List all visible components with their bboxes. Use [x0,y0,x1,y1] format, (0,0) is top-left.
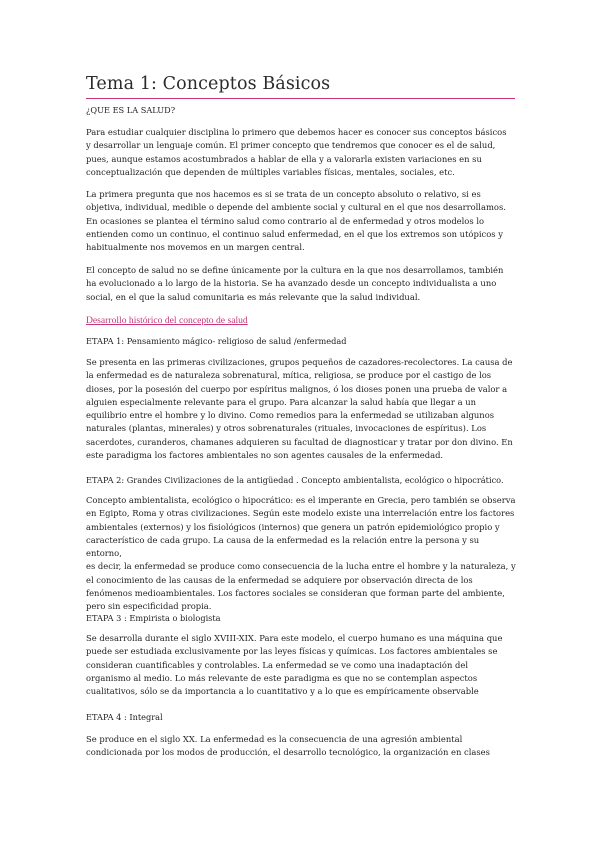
etapa-4-title: ETAPA 4 : Integral [86,712,163,722]
paragraph-1: Para estudiar cualquier disciplina lo primero que debemos hacer es conocer sus conceptos básicos y desarrollar un lenguaje común. El primer concepto que tendremos que conocer es el de salud, pues, aunque estamos acostumbrados a hablar de ella y a valorarla existen variaciones en su conceptualización que dependen de múltiples variables físicas, mentales, sociales, etc. [86,127,507,177]
etapa-4-text: Se produce en el siglo XX. La enfermedad es la consecuencia de una agresión ambiental condicionada por los modos de producción, el desarrollo tecnológico, la organización en clases [86,734,490,758]
title-underline [86,98,515,99]
etapa-3-title: ETAPA 3 : Empirista o biologista [86,613,221,623]
page-title: Tema 1: Conceptos Básicos [86,74,331,94]
etapa-3-text: Se desarrolla durante el siglo XVIII-XIX. Para este modelo, el cuerpo humano es una máquina que puede ser estudiada exclusivamente por las leyes físicas y químicas. Los factores ambientales se consideran cuantificables y controlables. La enfermedad se ve como una inadaptación del organismo al medio. Lo más relevante de este paradigma es que no se contemplan aspectos cualitativos, sólo se da importancia a lo cuantitativo y a lo que es empíricamente observable [86,633,503,697]
etapa-1-title: ETAPA 1: Pensamiento mágico- religioso de salud /enfermedad [86,336,347,346]
section-heading-salud: ¿QUE ES LA SALUD? [86,105,176,115]
paragraph-3: El concepto de salud no se define únicamente por la cultura en la que nos desarrollamos, también ha evolucionado a lo largo de la historia. Se ha avanzado desde un concepto individualista a uno social, en el que la salud comunitaria es más relevante que la salud individual. [86,265,504,302]
subheading-desarrollo-historico: Desarrollo histórico del concepto de salud [86,315,248,326]
paragraph-2: La primera pregunta que nos hacemos es si se trata de un concepto absoluto o relativo, si es objetiva, individual, medible o depende del ambiente social y cultural en el que nos desarrollamos. En ocasiones se plantea el término salud como contrario al de enfermedad y otros modelos lo entienden como un continuo, el continuo salud enfermedad, en el que los extremos son utópicos y habitualmente nos movemos en un margen central. [86,189,506,253]
etapa-2-title: ETAPA 2: Grandes Civilizaciones de la antigüedad . Concepto ambientalista, ecológico o hipocrático. [86,475,504,485]
etapa-2-text: Concepto ambientalista, ecológico o hipocrático: es el imperante en Grecia, pero también se observa en Egipto, Roma y otras civilizaciones. Según este modelo existe una interrelación entre los factores ambientales (externos) y los fisiológicos (internos) que genera un patrón epidemiológico propio y característico de cada grupo. La causa de la enfermedad es la relación entre la persona y su entorno, es decir, la enfermedad se produce como consecuencia de la lucha entre el hombre y la naturaleza, y el conocimiento de las causas de la enfermedad se adquiere por observación directa de los fenómenos medioambientales. Los factores sociales se consideran que forman parte del ambiente, pero sin especificidad propia. [86,495,516,612]
etapa-1-text: Se presenta en las primeras civilizaciones, grupos pequeños de cazadores-recolectores. La causa de la enfermedad es de naturaleza sobrenatural, mítica, religiosa, se produce por el castigo de los dioses, por la posesión del cuerpo por espíritus malignos, ó los dioses ponen una prueba de valor a alguien especialmente relevante para el grupo. Para alcanzar la salud había que llegar a un equilibrio entre el hombre y lo divino. Como remedios para la enfermedad se utilizaban algunos naturales (plantas, minerales) y otros sobrenaturales (rituales, invocaciones de espíritus). Los sacerdotes, curanderos, chamanes adquieren su facultad de diagnosticar y tratar por don divino. En este paradigma los factores ambientales no son agentes causales de la enfermedad. [86,357,513,461]
